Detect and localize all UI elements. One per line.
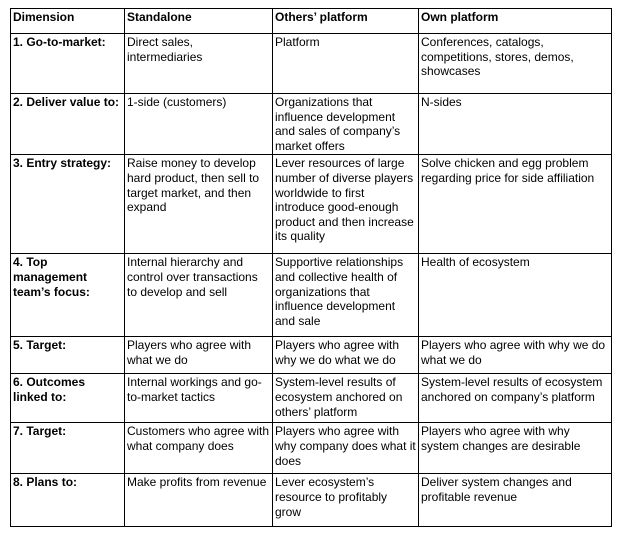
cell-standalone: Internal workings and go-to-market tactics <box>125 374 273 423</box>
cell-standalone: Internal hierarchy and control over transactions to develop and sell <box>125 254 273 337</box>
header-others-platform: Others’ platform <box>273 9 419 34</box>
cell-others-platform: Platform <box>273 34 419 94</box>
row-dimension: 2. Deliver value to: <box>11 94 125 155</box>
row-dimension: 7. Target: <box>11 423 125 474</box>
table-row <box>11 423 612 474</box>
cell-others-platform: Players who agree with why we do what we do <box>273 337 419 374</box>
cell-own-platform: Solve chicken and egg problem regarding price for side affiliation <box>419 155 612 254</box>
cell-own-platform: System-level results of ecosystem anchored on company’s platform <box>419 374 612 423</box>
row-dimension: 8. Plans to: <box>11 474 125 527</box>
cell-standalone: Customers who agree with what company does <box>125 423 273 474</box>
cell-others-platform: System-level results of ecosystem anchored on others’ platform <box>273 374 419 423</box>
cell-others-platform: Lever ecosystem’s resource to profitably grow <box>273 474 419 527</box>
table-row <box>11 155 612 254</box>
cell-others-platform: Organizations that influence development and sales of company’s market offers <box>273 94 419 155</box>
cell-others-platform: Lever resources of large number of diverse players worldwide to first introduce good-enough product and then increase its quality <box>273 155 419 254</box>
table-row <box>11 374 612 423</box>
table-row <box>11 474 612 527</box>
table-row <box>11 34 612 94</box>
header-own-platform: Own platform <box>419 9 612 34</box>
cell-standalone: 1-side (customers) <box>125 94 273 155</box>
table-row <box>11 94 612 155</box>
cell-standalone: Raise money to develop hard product, then sell to target market, and then expand <box>125 155 273 254</box>
cell-standalone: Players who agree with what we do <box>125 337 273 374</box>
header-standalone: Standalone <box>125 9 273 34</box>
cell-own-platform: Deliver system changes and profitable revenue <box>419 474 612 527</box>
header-dimension: Dimension <box>11 9 125 34</box>
cell-own-platform: Players who agree with why we do what we do <box>419 337 612 374</box>
row-dimension: 5. Target: <box>11 337 125 374</box>
cell-standalone: Direct sales, intermediaries <box>125 34 273 94</box>
cell-others-platform: Players who agree with why company does what it does <box>273 423 419 474</box>
table-row <box>11 254 612 337</box>
row-dimension: 3. Entry strategy: <box>11 155 125 254</box>
row-dimension: 4. Top management team’s focus: <box>11 254 125 337</box>
cell-standalone: Make profits from revenue <box>125 474 273 527</box>
cell-own-platform: Players who agree with why system changes are desirable <box>419 423 612 474</box>
row-dimension: 6. Outcomes linked to: <box>11 374 125 423</box>
comparison-table <box>10 8 612 527</box>
cell-own-platform: Conferences, catalogs, competitions, stores, demos, showcases <box>419 34 612 94</box>
cell-own-platform: Health of ecosystem <box>419 254 612 337</box>
cell-own-platform: N-sides <box>419 94 612 155</box>
comparison-table-frame <box>10 8 611 527</box>
row-dimension: 1. Go-to-market: <box>11 34 125 94</box>
table-row <box>11 337 612 374</box>
cell-others-platform: Supportive relationships and collective health of organizations that influence development and sale <box>273 254 419 337</box>
header-row <box>11 9 612 34</box>
